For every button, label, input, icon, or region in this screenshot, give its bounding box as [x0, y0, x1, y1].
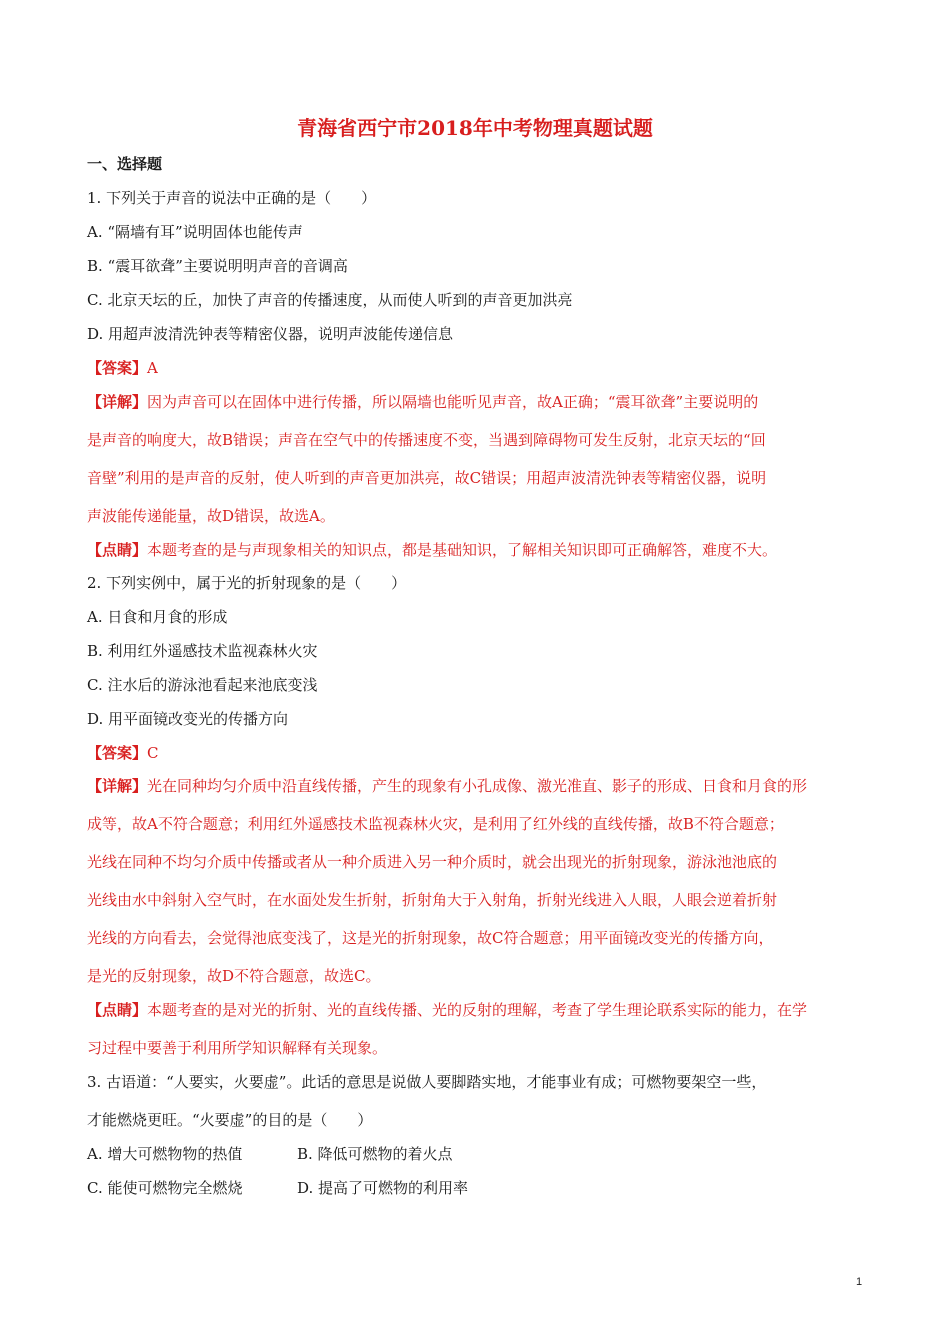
detail-tag: 【详解】: [87, 777, 148, 795]
question-1-stem: 1. 下列关于声音的说法中正确的是（ ）: [87, 189, 377, 207]
question-1-detail-line: 声波能传递能量，故D错误，故选A。: [87, 507, 335, 525]
question-2-detail-line: 光线由水中斜射入空气时，在水面处发生折射，折射角大于入射角，折射光线进入人眼，人眼会逆着折射: [87, 891, 778, 909]
comment-text: 本题考查的是与声现象相关的知识点，都是基础知识，了解相关知识即可正确解答，难度不大。: [147, 541, 778, 559]
question-3-option-c: C. 能使可燃物完全燃烧: [87, 1179, 243, 1197]
question-3-stem: 3. 古语道：“人要实，火要虚”。此话的意思是说做人要脚踏实地，才能事业有成；可燃物要架空一些，: [87, 1073, 767, 1091]
question-2-detail-line: 是光的反射现象，故D不符合题意，故选C。: [87, 967, 381, 985]
question-1-detail-line: [87, 390, 758, 414]
question-2-answer: [87, 741, 159, 765]
question-2-option-c: C. 注水后的游泳池看起来池底变浅: [87, 676, 318, 694]
answer-value: A: [147, 359, 158, 377]
question-2-detail-line: 成等，故A不符合题意；利用红外遥感技术监视森林火灾，是利用了红外线的直线传播，故B不符合题意；: [87, 815, 784, 833]
question-2-comment-line: 习过程中要善于利用所学知识解释有关现象。: [87, 1039, 388, 1057]
comment-tag: 【点睛】: [87, 541, 148, 559]
question-3-stem-line: 才能燃烧更旺。“火要虚”的目的是（ ）: [87, 1111, 373, 1129]
page-number: 1: [856, 1276, 863, 1288]
question-2-option-a: A. 日食和月食的形成: [87, 608, 228, 626]
question-3-option-a: A. 增大可燃物物的热值: [87, 1145, 243, 1163]
section-heading: 一、选择题: [87, 155, 163, 173]
detail-text: 光在同种均匀介质中沿直线传播，产生的现象有小孔成像、激光准直、影子的形成、日食和月食的形: [147, 777, 808, 795]
answer-tag: 【答案】: [87, 744, 148, 762]
comment-tag: 【点睛】: [87, 1001, 148, 1019]
question-1-option-c: C. 北京天坛的丘，加快了声音的传播速度，从而使人听到的声音更加洪亮: [87, 291, 573, 309]
page-title: 青海省西宁市2018年中考物理真题试题: [297, 116, 653, 140]
question-1-option-a: A. “隔墙有耳”说明固体也能传声: [87, 223, 303, 241]
question-2-option-d: D. 用平面镜改变光的传播方向: [87, 710, 289, 728]
question-1-detail-line: 是声音的响度大，故B错误；声音在空气中的传播速度不变，当遇到障碍物可发生反射，北京天坛的“回: [87, 431, 766, 449]
question-3-option-d: D. 提高了可燃物的利用率: [297, 1179, 469, 1197]
question-2-detail-line: [87, 774, 807, 798]
detail-tag: 【详解】: [87, 393, 148, 411]
question-2-detail-line: 光线的方向看去，会觉得池底变浅了，这是光的折射现象，故C符合题意；用平面镜改变光的传播方向，: [87, 929, 774, 947]
question-2-comment: [87, 998, 807, 1022]
question-3-options-row-1: [87, 1142, 453, 1166]
question-1-detail-line: 音壁”利用的是声音的反射，使人听到的声音更加洪亮，故C错误；用超声波清洗钟表等精密仪器，说明: [87, 469, 767, 487]
question-3-options-row-2: [87, 1176, 468, 1200]
question-1-comment: [87, 538, 777, 562]
question-1-option-b: B. “震耳欲聋”主要说明明声音的音调高: [87, 257, 348, 275]
question-2-detail-line: 光线在同种不均匀介质中传播或者从一种介质进入另一种介质时，就会出现光的折射现象，游泳池池底的: [87, 853, 778, 871]
answer-value: C: [147, 744, 159, 762]
answer-tag: 【答案】: [87, 359, 148, 377]
detail-text: 因为声音可以在固体中进行传播，所以隔墙也能听见声音，故A正确；“震耳欲聋”主要说明的: [147, 393, 759, 411]
question-1-answer: [87, 356, 158, 380]
comment-text: 本题考查的是对光的折射、光的直线传播、光的反射的理解，考查了学生理论联系实际的能力，在学: [147, 1001, 808, 1019]
question-2-option-b: B. 利用红外遥感技术监视森林火灾: [87, 642, 318, 660]
question-3-option-b: B. 降低可燃物的着火点: [297, 1145, 453, 1163]
question-2-stem: 2. 下列实例中，属于光的折射现象的是（ ）: [87, 574, 407, 592]
question-1-option-d: D. 用超声波清洗钟表等精密仪器，说明声波能传递信息: [87, 325, 454, 343]
